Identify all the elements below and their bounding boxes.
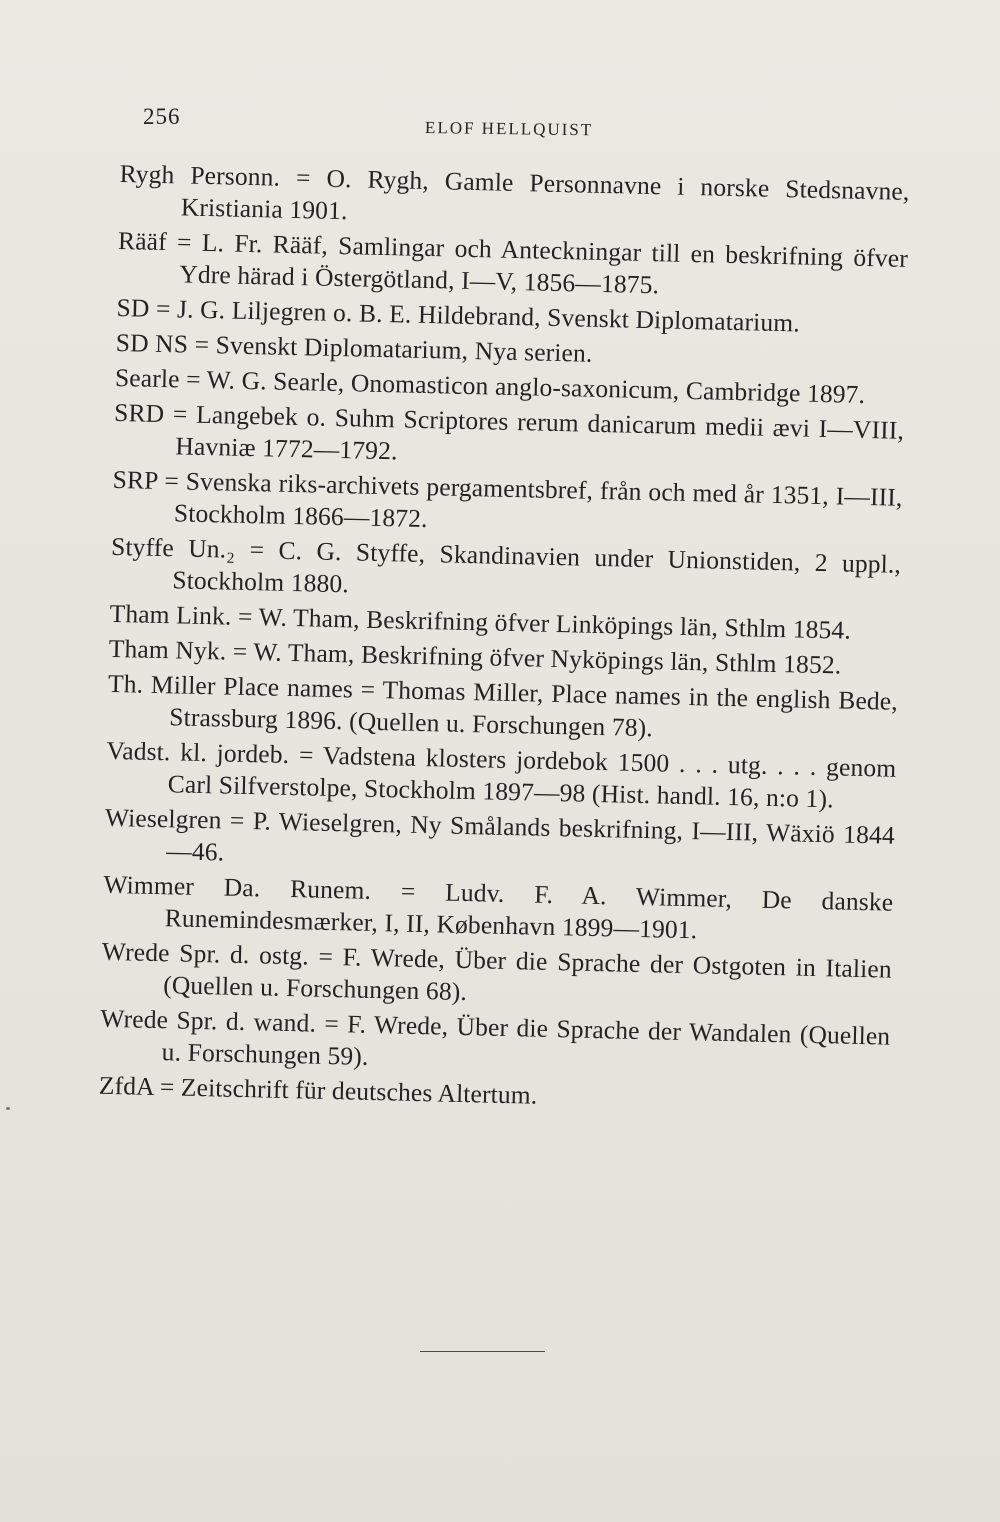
bibliography-entry: Vadst. kl. jordeb. = Vadstena klosters jordebok 1500 . . . utg. . . . genom Carl Silfverstolpe, Stockholm 1897—98 (Hist. handl. 16, n:o 1). xyxy=(106,735,897,814)
running-head: ELOF HELLQUIST xyxy=(424,118,594,140)
bibliography-entry: Searle = W. G. Searle, Onomasticon anglo-saxonicum, Cambridge 1897. xyxy=(114,362,866,409)
bibliography-entry: Wrede Spr. d. wand. = F. Wrede, Über die Sprache der Wandalen (Quellen u. Forschungen 59). xyxy=(100,1003,891,1071)
bibliography-entry: SD = J. G. Liljegren o. B. E. Hildebrand, Svenskt Diplomatarium. xyxy=(116,292,801,338)
bibliography-entry: Th. Miller Place names = Thomas Miller, Place names in the english Bede, Strassburg 1896. (Quellen u. Forschungen 78). xyxy=(107,668,899,743)
page-number: 256 xyxy=(143,104,181,129)
bibliography-entry: ZfdA = Zeitschrift für deutsches Altertum. xyxy=(98,1070,538,1110)
bibliography-entry: Wimmer Da. Runem. = Ludv. F. A. Wimmer, De danske Runemindesmærker, I, II, København 1899—1901. xyxy=(103,869,894,945)
bibliography-entry: Styffe Un.₂ = C. G. Styffe, Skandinavien under Unionstiden, 2 uppl., Stockholm 1880. xyxy=(110,531,902,599)
bibliography-entry: SD NS = Svenskt Diplomatarium, Nya serien. xyxy=(115,327,593,368)
bibliography-entry: Rygh Personn. = O. Rygh, Gamle Personnavne i norske Stedsnavne, Kristiania 1901. xyxy=(119,158,910,226)
bibliography-entry: Rääf = L. Fr. Rääf, Samlingar och Anteckningar till en beskrifning öfver Ydre härad i Östergötland, I—V, 1856—1875. xyxy=(117,225,909,300)
bibliography-entry: SRD = Langebek o. Suhm Scriptores rerum danicarum medii ævi I—VIII, Havniæ 1772—1792. xyxy=(113,397,905,466)
bibliography-entry: Wrede Spr. d. ostg. = F. Wrede, Über die Sprache der Ostgoten in Italien (Quellen u. Forschungen 68). xyxy=(101,936,893,1007)
bibliography-list xyxy=(99,158,910,1123)
bibliography-entry: Wieselgren = P. Wieselgren, Ny Smålands beskrifning, I—III, Wäxiö 1844—46. xyxy=(104,802,896,867)
bibliography-entry: Tham Link. = W. Tham, Beskrifning öfver Linköpings län, Sthlm 1854. xyxy=(109,598,852,645)
bibliography-entry: SRP = Svenska riks-archivets pergamentsbref, från och med år 1351, I—III, Stockholm 1866—1872. xyxy=(112,464,903,534)
margin-mark xyxy=(6,1107,10,1110)
end-rule xyxy=(420,1351,545,1352)
bibliography-entry: Tham Nyk. = W. Tham, Beskrifning öfver Nyköpings län, Sthlm 1852. xyxy=(108,633,842,680)
